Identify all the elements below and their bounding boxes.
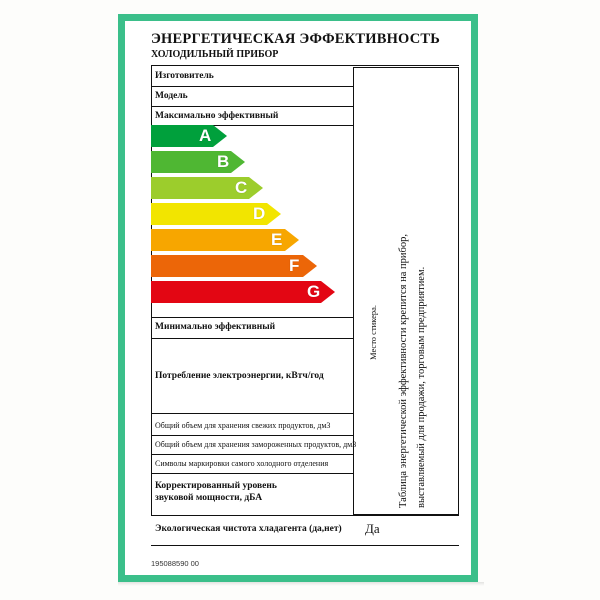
manufacturer-label: Изготовитель (155, 71, 214, 81)
page-title: ЭНЕРГЕТИЧЕСКАЯ ЭФФЕКТИВНОСТЬ (151, 31, 441, 47)
fresh-volume-label: Общий объем для хранения свежих продуктов, дм3 (155, 421, 331, 430)
least-efficient-label: Минимально эффективный (155, 322, 276, 332)
divider-arrows-bottom (151, 317, 353, 318)
most-efficient-label: Максимально эффективный (155, 111, 279, 121)
model-label: Модель (155, 91, 188, 101)
sticker-note-line1: Таблица энергетической эффективности крепится на прибор, (398, 234, 409, 508)
divider-coldest-marking (151, 473, 353, 474)
refrigerant-value: Да (365, 521, 380, 536)
sticker-area-box (353, 67, 459, 515)
noise-label-line2: звуковой мощности, дБА (155, 493, 263, 503)
divider-manufacturer (151, 86, 353, 87)
class-letter: D (253, 204, 266, 223)
sticker-note-line2: выставляемый для продажи, торговым предприятием. (416, 266, 427, 508)
label-inner (125, 21, 471, 575)
page-subtitle: ХОЛОДИЛЬНЫЙ ПРИБОР (151, 49, 279, 60)
noise-label-line1: Корректированный уровень (155, 481, 277, 491)
coldest-marking-label: Символы маркировки самого холодного отделения (155, 459, 329, 468)
energy-consumption-label: Потребление электроэнергии, кВтч/год (155, 371, 324, 381)
class-letter: F (289, 256, 300, 275)
energy-label (118, 14, 478, 582)
divider-model (151, 106, 353, 107)
class-letter: E (271, 230, 283, 249)
divider-least-efficient (151, 338, 353, 339)
class-letter: G (307, 282, 321, 301)
efficiency-class-arrows (151, 123, 347, 319)
frozen-volume-label: Общий объем для хранения замороженных продуктов, дм3 (155, 440, 357, 449)
page-shadow (118, 582, 484, 586)
class-letter: A (199, 126, 212, 145)
class-letter: C (235, 178, 248, 197)
sticker-note-small: Место стикера. (368, 304, 378, 360)
divider-fresh-volume (151, 435, 353, 436)
divider-noise (151, 515, 459, 516)
divider-title (151, 65, 459, 66)
divider-refrigerant (151, 545, 459, 546)
refrigerant-label: Экологическая чистота хладагента (да,нет) (155, 524, 342, 534)
divider-energy-consumption (151, 413, 353, 414)
divider-frozen-volume (151, 454, 353, 455)
class-letter: B (217, 152, 230, 171)
label-code: 195088590 00 (151, 559, 199, 568)
